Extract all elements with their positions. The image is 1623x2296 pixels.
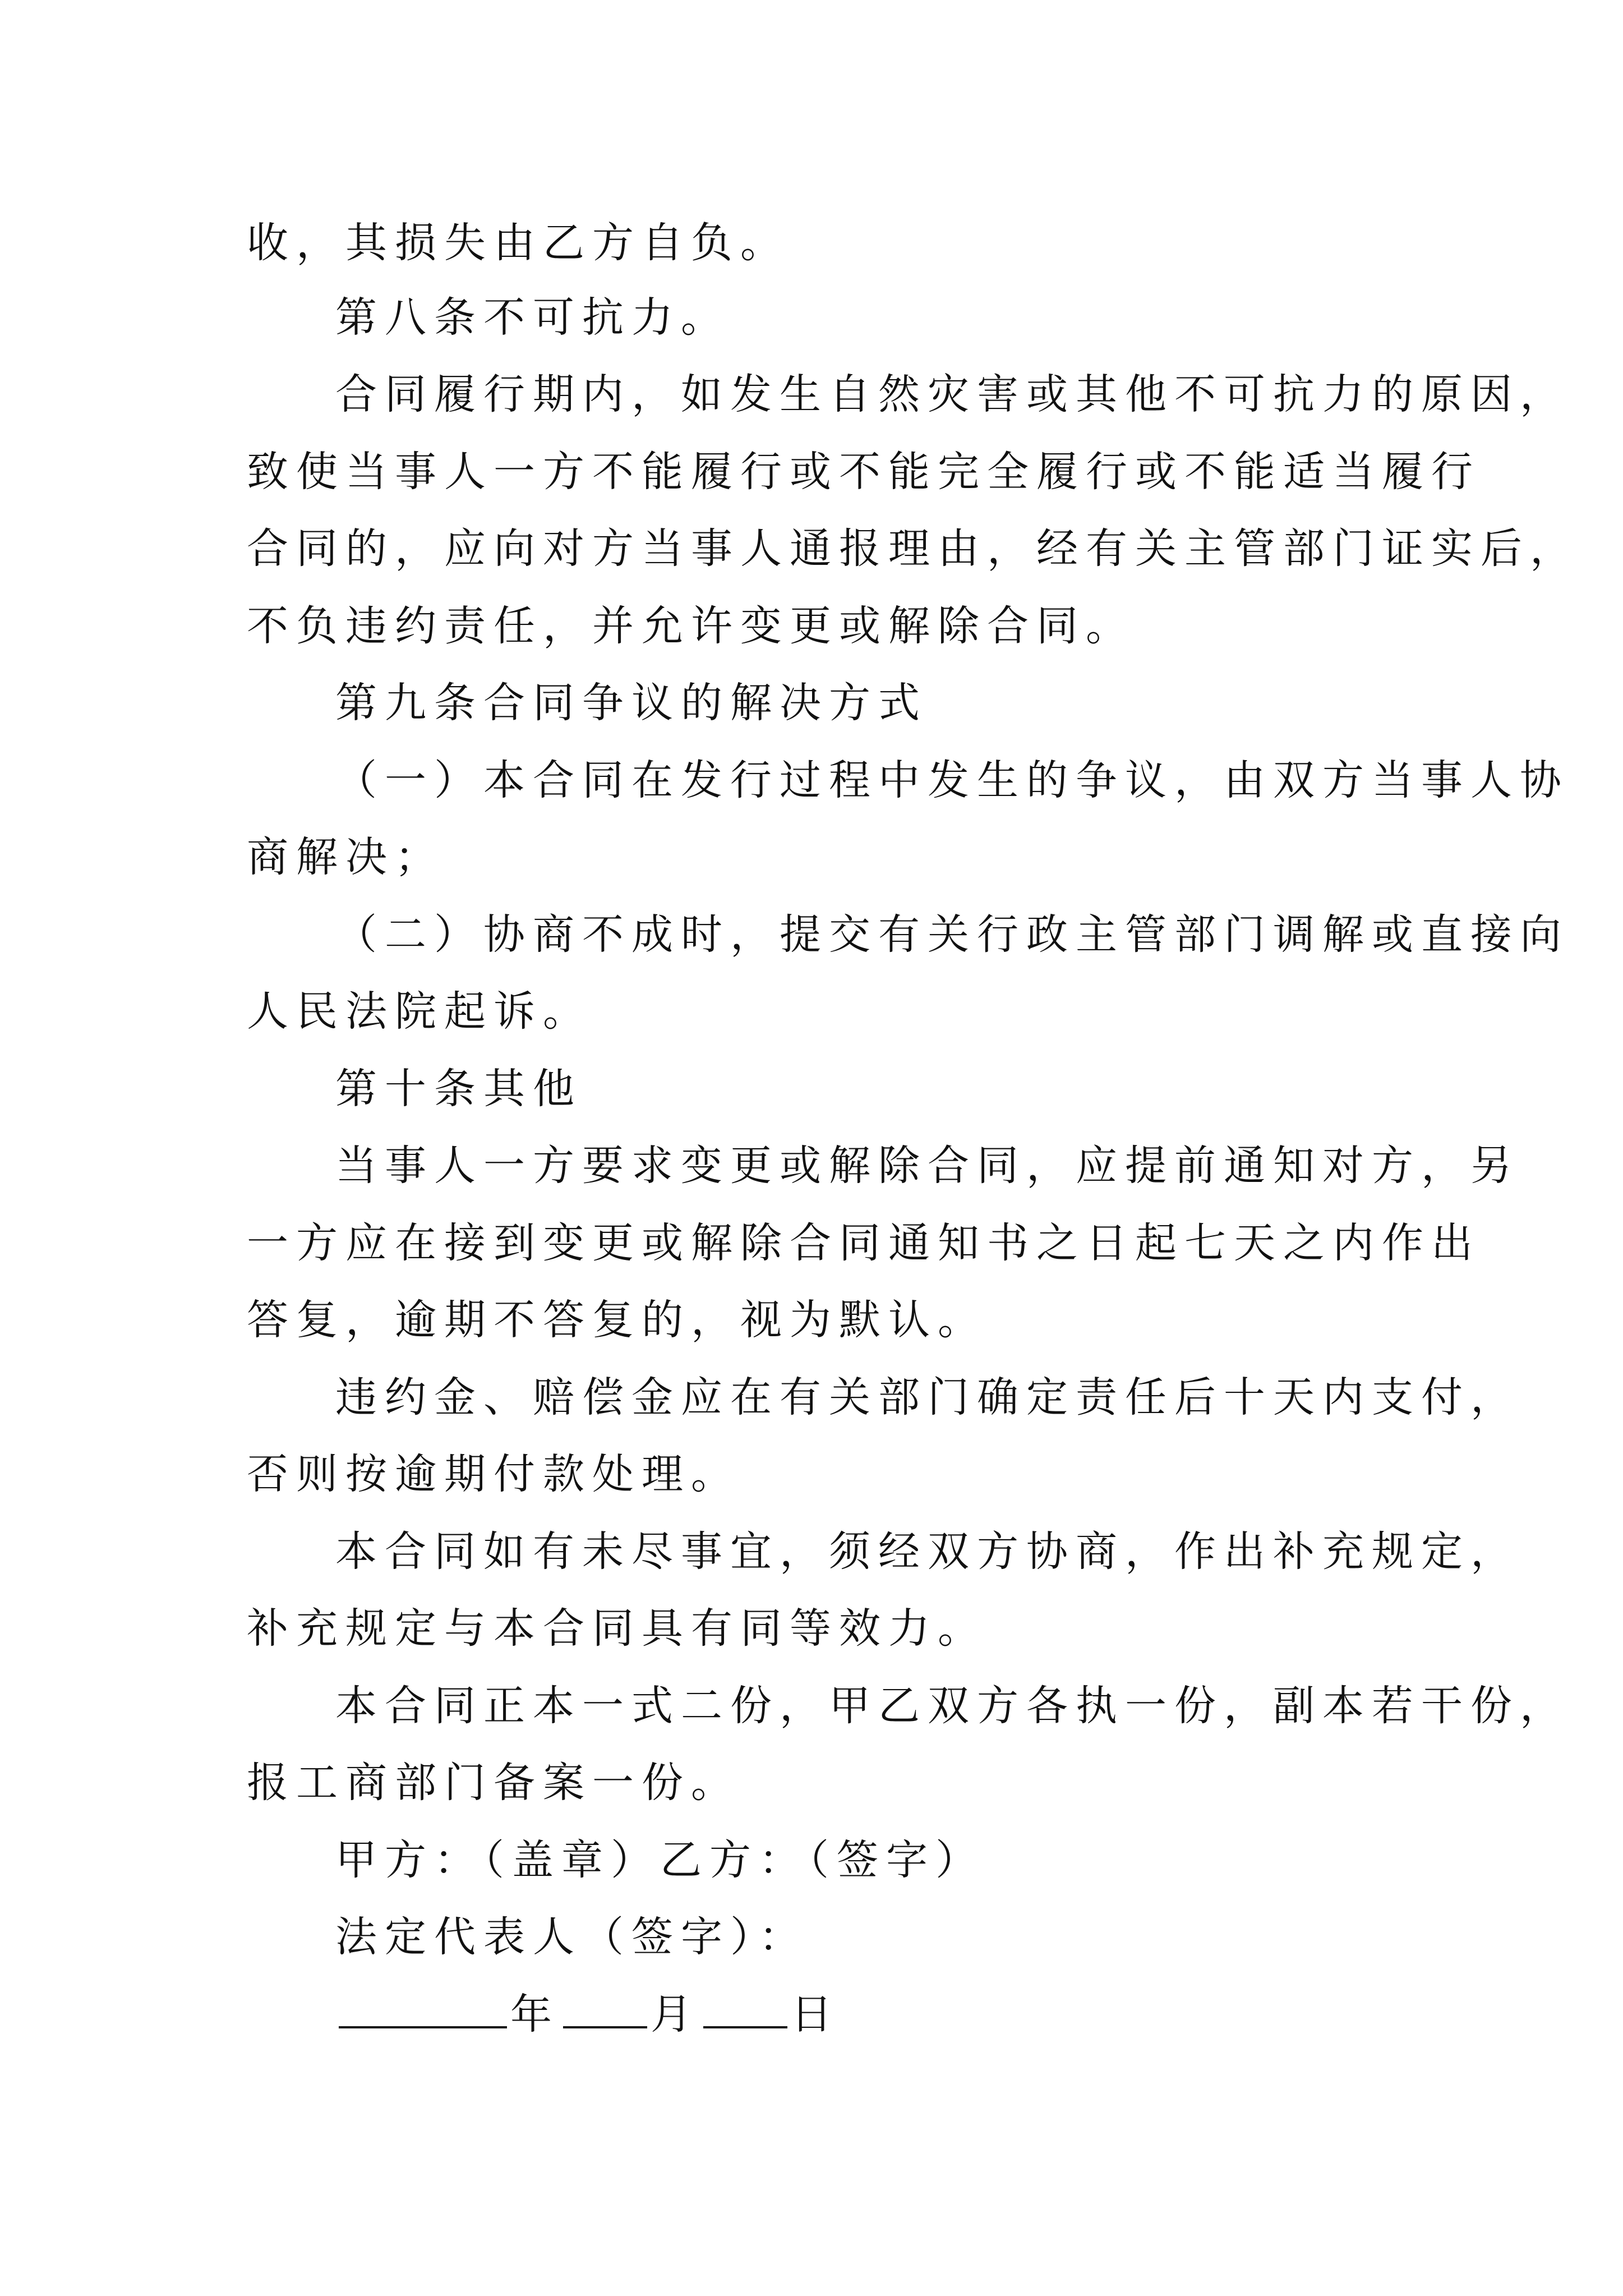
article-heading: 第十条其他 xyxy=(335,1065,582,1113)
year-blank xyxy=(339,2026,507,2028)
text-line: 合同的，应向对方当事人通报理由，经有关主管部门证实后， xyxy=(247,524,1579,573)
text-line: 当事人一方要求变更或解除合同，应提前通知对方，另 xyxy=(335,1142,1520,1190)
text-line: 本合同如有未尽事宜，须经双方协商，作出补充规定， xyxy=(335,1527,1520,1576)
signature-parties: 甲方：（盖章）乙方：（签字） xyxy=(335,1836,985,1884)
month-blank xyxy=(563,2026,647,2028)
text-line: 答复，逾期不答复的，视为默认。 xyxy=(247,1296,987,1344)
year-label: 年 xyxy=(510,1990,560,2039)
day-blank xyxy=(703,2026,787,2028)
text-line: 否则按逾期付款处理。 xyxy=(247,1450,740,1498)
article-heading: 第八条不可抗力。 xyxy=(335,293,730,342)
day-label: 日 xyxy=(791,1990,840,2039)
text-line: （一）本合同在发行过程中发生的争议，由双方当事人协 xyxy=(335,756,1569,804)
month-label: 月 xyxy=(651,1990,700,2039)
text-line: 不负违约责任，并允许变更或解除合同。 xyxy=(247,602,1135,650)
text-line: 收，其损失由乙方自负。 xyxy=(247,219,790,267)
legal-representative-line: 法定代表人（签字）： xyxy=(335,1913,808,1961)
text-line: 报工商部门备案一份。 xyxy=(247,1759,740,1807)
text-line: 人民法院起诉。 xyxy=(247,987,592,1036)
text-line: 违约金、赔偿金应在有关部门确定责任后十天内支付， xyxy=(335,1373,1520,1421)
text-line: （二）协商不成时，提交有关行政主管部门调解或直接向 xyxy=(335,910,1569,959)
text-line: 本合同正本一式二份，甲乙双方各执一份，副本若干份， xyxy=(335,1682,1569,1730)
text-line: 商解决； xyxy=(247,833,444,881)
date-line xyxy=(335,1975,1513,2054)
text-line: 合同履行期内，如发生自然灾害或其他不可抗力的原因， xyxy=(335,370,1569,418)
article-heading: 第九条合同争议的解决方式 xyxy=(335,679,928,727)
text-line: 补充规定与本合同具有同等效力。 xyxy=(247,1604,987,1653)
text-line: 致使当事人一方不能履行或不能完全履行或不能适当履行 xyxy=(247,448,1481,496)
text-line: 一方应在接到变更或解除合同通知书之日起七天之内作出 xyxy=(247,1219,1481,1267)
